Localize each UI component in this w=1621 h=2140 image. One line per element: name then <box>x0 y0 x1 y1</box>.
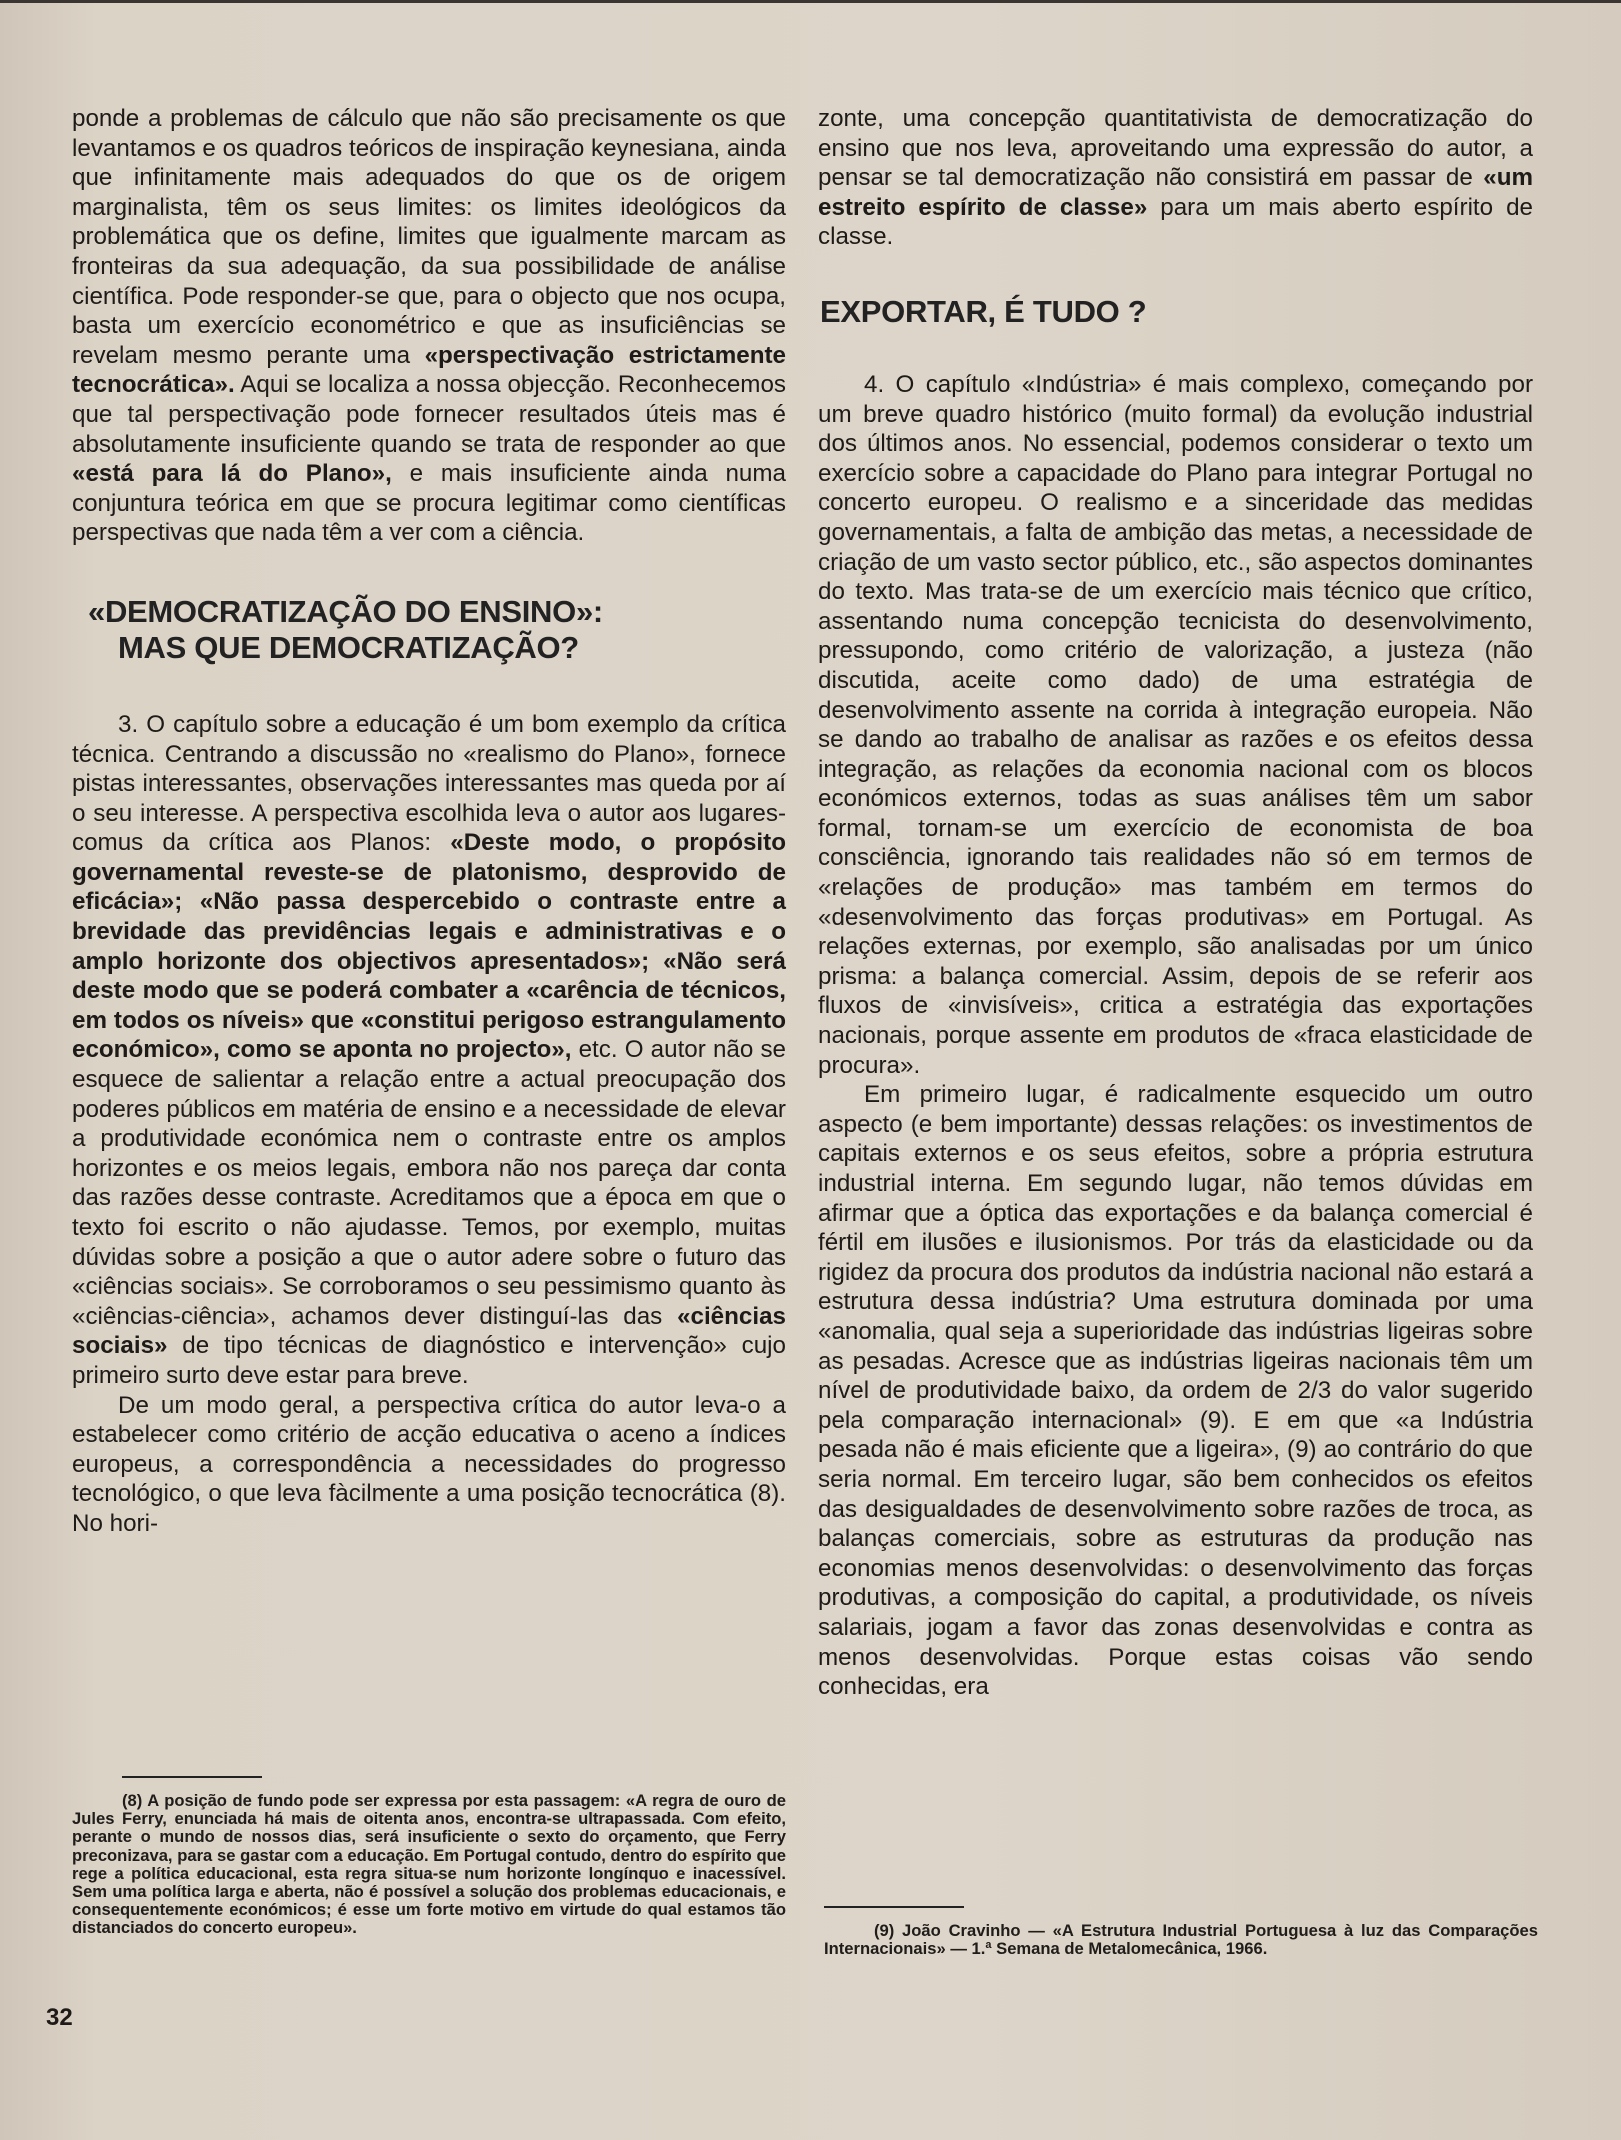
bold-quote: «Deste modo, o propósito governamental reveste-se de platonismo, desprovido de eficácia»; «Não passa despercebido o contraste entre a brevidade das previdências legais e administrativas e o amplo horizonte dos objectivos apresentados»; «Não será deste modo que se poderá combater a «carência de técnicos, em todos os níveis» que «constitui perigoso estrangulamento económico», como se aponta no projecto», <box>72 829 786 1064</box>
section-heading-exportar: EXPORTAR, É TUDO ? <box>820 293 1147 329</box>
footnote-8-block <box>72 1776 786 1938</box>
left-column <box>72 104 786 1539</box>
right-column <box>818 104 1533 1702</box>
section-heading-democratizacao <box>88 594 786 666</box>
footnote-9: (9) João Cravinho — «A Estrutura Industrial Portuguesa à luz das Comparações Internacionais» — 1.ª Semana de Metalomecânica, 1966. <box>824 1921 1538 1959</box>
left-paragraph-3 <box>72 710 786 1391</box>
text-run: 3. O capítulo sobre a educação é um bom exemplo da crítica técnica. Centrando a discussão no «realismo do Plano», fornece pistas interessantes, observações interessantes mas queda por aí o seu interesse. A perspectiva escolhida leva o autor aos lugares-comus da crítica aos Planos: <box>72 710 786 857</box>
bold-quote: «está para lá do Plano», <box>72 460 392 488</box>
footnote-8: (8) A posição de fundo pode ser expressa por esta passagem: «A regra de ouro de Jules Ferry, enunciada há mais de oitenta anos, encontra-se ultrapassada. Com efeito, perante o mundo de nossos dias, será insuficiente o sexto do orçamento, que Ferry preconizava, para se gastar com a educação. Em Portugal contudo, dentro do espírito que rege a política educacional, esta regra situa-se num horizonte longínquo e inacessível. Sem uma política larga e aberta, não é possível a solução dos problemas educacionais, e consequentemente económicos; é esse um forte motivo em virtude do qual estamos tão distanciados do concerto europeu». <box>72 1791 786 1938</box>
heading-line-2: MAS QUE DEMOCRATIZAÇÃO? <box>118 629 579 665</box>
left-paragraph-1 <box>72 104 786 548</box>
text-run: para um mais aberto espírito de classe. <box>818 193 1533 251</box>
bold-quote: «perspectivação estrictamente tecnocrática». <box>72 341 786 399</box>
right-paragraph-2: 4. O capítulo «Indústria» é mais complexo, começando por um breve quadro histórico (muito formal) da evolução industrial dos últimos anos. No essencial, podemos considerar o texto um exercício sobre a capacidade do Plano para integrar Portugal no concerto europeu. O realismo e a sinceridade das medidas governamentais, a falta de ambição das metas, a necessidade de criação de um vasto sector público, etc., são aspectos dominantes do texto. Mas trata-se de um exercício mais técnico que crítico, assentando numa concepção tecnicista do desenvolvimento, pressupondo, como critério de valorização, a justeza (não discutida, aceite como dado) de uma estratégia de desenvolvimento assente na corrida à integração europeia. Não se dando ao trabalho de analisar as razões e os efeitos dessa integração, as relações da economia nacional com os blocos económicos externos, todas as suas análises têm um sabor formal, tornam-se um exercício de economista de boa consciência, ignorando tais realidades não só em termos de «relações de produção» mas também em termos do «desenvolvimento das forças produtivas» em Portugal. As relações externas, por exemplo, são analisadas por um único prisma: a balança comercial. Assim, depois de se referir aos fluxos de «invisíveis», critica a estratégia das exportações nacionais, porque assente em produtos de «fraca elasticidade de procura». <box>818 370 1533 1079</box>
left-paragraph-4: De um modo geral, a perspectiva crítica do autor leva-o a estabelecer como critério de acção educativa o aceno a índices europeus, a correspondência a necessidades do progresso tecnológico, o que leva fàcilmente a uma posição tecnocrática (8). No hori- <box>72 1391 786 1537</box>
text-run: etc. O autor não se esquece de salientar a relação entre a actual preocupação dos poderes públicos em matéria de ensino e a necessidade de elevar a produtividade económica nem o contraste entre os amplos horizontes e os meios legais, embora não nos pareça dar conta das razões desse contraste. Acreditamos que a época em que o texto foi escrito o não ajudasse. Temos, por exemplo, muitas dúvidas sobre a posição a que o autor adere sobre o futuro das «ciências sociais». Se corroboramos o seu pessimismo quanto às «ciências-ciência», achamos dever distinguí-las das <box>72 1036 786 1330</box>
bold-quote: «um estreito espírito de classe» <box>818 164 1533 221</box>
footnote-rule <box>122 1776 262 1778</box>
text-run: e mais insuficiente ainda numa conjuntura teórica em que se procura legitimar como científicas perspectivas que nada têm a ver com a ciência. <box>72 460 786 547</box>
right-paragraph-1 <box>818 104 1533 252</box>
text-run: Aqui se localiza a nossa objecção. Reconhecemos que tal perspectivação pode fornecer resultados úteis mas é absolutamente insuficiente quando se trata de responder ao que <box>72 371 786 458</box>
heading-line-1: «DEMOCRATIZAÇÃO DO ENSINO»: <box>88 593 603 629</box>
right-paragraph-3: Em primeiro lugar, é radicalmente esquecido um outro aspecto (e bem importante) dessas relações: os investimentos de capitais externos e os seus efeitos, sobre a própria estrutura industrial interna. Em segundo lugar, não temos dúvidas em afirmar que a óptica das exportações e da balança comercial é fértil em ilusões e ilusionismos. Por trás da elasticidade ou da rigidez da procura dos produtos da indústria nacional não estará a estrutura dessa indústria? Uma estrutura dominada por uma «anomalia, qual seja a superioridade das indústrias ligeiras sobre as pesadas. Acresce que as indústrias ligeiras nacionais têm um nível de produtividade baixo, da ordem de 2/3 do valor sugerido pela comparação internacional» (9). E em que «a Indústria pesada não é mais eficiente que a ligeira», (9) ao contrário do que seria normal. Em terceiro lugar, são bem conhecidos os efeitos das desigualdades de desenvolvimento sobre razões de troca, as balanças comerciais, sobre as estruturas da produção nas economias menos desenvolvidas: o desenvolvimento das forças produtivas, a composição do capital, a produtividade, os níveis salariais, jogam a favor das zonas desenvolvidas e contra as menos desenvolvidas. Porque estas coisas vão sendo conhecidas, era <box>818 1081 1533 1701</box>
text-run: ponde a problemas de cálculo que não são precisamente os que levantamos e os quadros teóricos de inspiração keynesiana, ainda que infinitamente mais adequados do que os de origem marginalista, têm os seus limites: os limites ideológicos da problemática que os define, limites que igualmente marcam as fronteiras da sua adequação, da sua possibilidade de análise científica. Pode responder-se que, para o objecto que nos ocupa, basta um exercício econométrico e que as insuficiências se revelam mesmo perante uma <box>72 105 786 369</box>
text-run: de tipo técnicas de diagnóstico e intervenção» cujo primeiro surto deve estar para breve. <box>72 1332 786 1389</box>
text-run: zonte, uma concepção quantitativista de democratização do ensino que nos leva, aproveitando uma expressão do autor, a pensar se tal democratização não consistirá em passar de <box>818 105 1533 192</box>
page-number: 32 <box>46 2004 73 2031</box>
footnote-rule <box>824 1906 964 1908</box>
footnote-9-block <box>824 1906 1538 1958</box>
bold-quote: «ciências sociais» <box>72 1302 786 1360</box>
top-edge-line <box>0 0 1621 3</box>
